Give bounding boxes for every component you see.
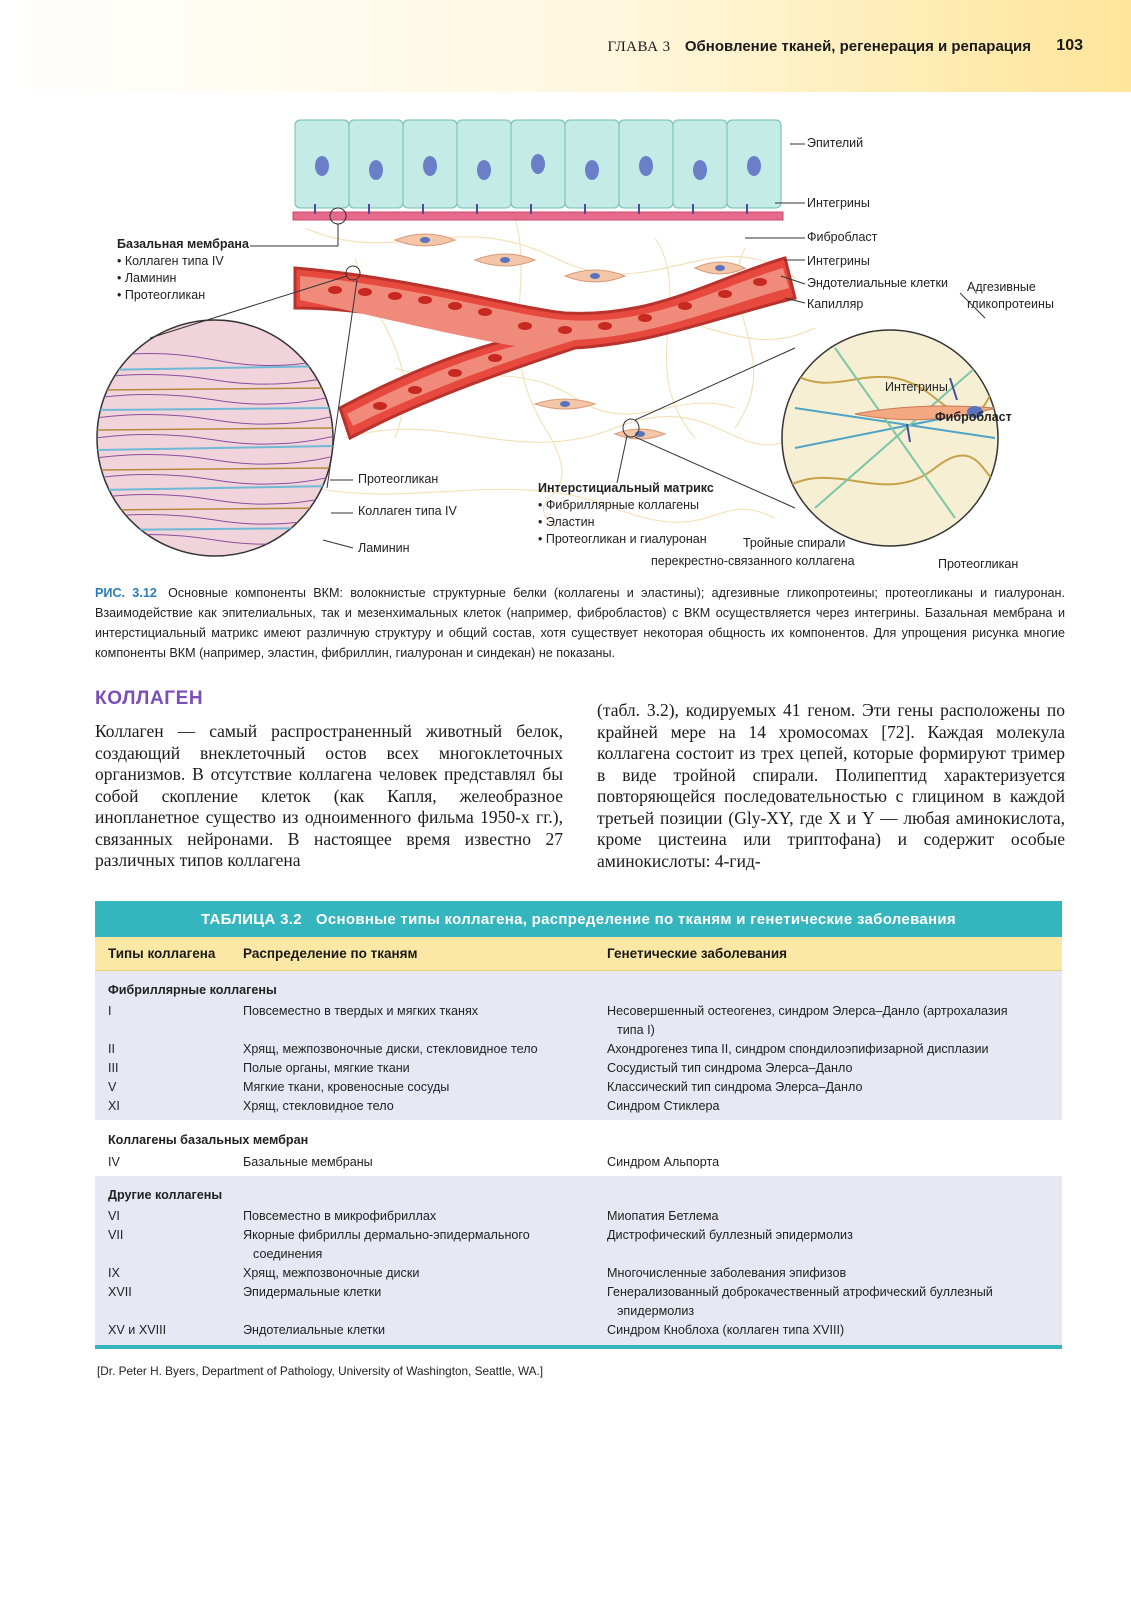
group-name: Фибриллярные коллагены <box>108 983 277 997</box>
cell-distribution-line: соединения <box>253 1247 323 1261</box>
table-group-basement <box>95 1120 1062 1176</box>
cell-distribution-line: Якорные фибриллы дермально-эпидермального <box>243 1228 530 1242</box>
cell-disease-line: типа I) <box>617 1023 655 1037</box>
table-row <box>95 1153 1062 1172</box>
label-fibroblast: Фибробласт <box>807 230 878 244</box>
cell-distribution: Повсеместно в микрофибриллах <box>243 1209 437 1223</box>
label-integrins-top: Интегрины <box>807 196 870 210</box>
table-title-bar <box>95 901 1062 937</box>
cell-type: XV и XVIII <box>108 1323 167 1337</box>
interstitial-legend <box>538 480 714 548</box>
label-proteoglycan-right: Протеогликан <box>938 557 1019 571</box>
basement-membrane-legend <box>117 236 249 304</box>
cell-distribution: Хрящ, межпозвоночные диски <box>243 1266 420 1280</box>
label-laminin-left: Ламинин <box>358 541 410 555</box>
col-header-type: Типы коллагена <box>108 946 216 961</box>
cell-distribution: Эпидермальные клетки <box>243 1285 382 1299</box>
table-title: Основные типы коллагена, распределение по тканям и генетические заболевания <box>315 910 956 928</box>
cell-disease: Сосудистый тип синдрома Элерса–Данло <box>607 1061 853 1075</box>
epithelium-cells <box>295 120 781 208</box>
cell-type: IX <box>108 1266 120 1280</box>
page-header <box>0 0 1131 92</box>
cell-type: I <box>108 1004 112 1018</box>
body-column-left: Коллаген — самый распространенный животный белок, создающий внеклеточный остов всех многоклеточных организмов. В отсутствие коллагена человек представлял бы собой скопление клеток (как Капля, желеобразное инопланетное существо из одноименного фильма 1950-х гг.), связанных нейронами. В настоящее время известно 27 различных типов коллагена <box>95 721 563 870</box>
table-row <box>95 1078 1062 1097</box>
cell-disease: Многочисленные заболевания эпифизов <box>607 1266 847 1280</box>
interstitial-item: • Эластин <box>538 515 595 529</box>
chapter-label: ГЛАВА 3 <box>607 39 671 55</box>
group-name: Коллагены базальных мембран <box>108 1133 309 1147</box>
cell-distribution: Повсеместно в твердых и мягких тканях <box>243 1004 479 1018</box>
basement-membrane-heading: Базальная мембрана <box>117 237 249 251</box>
basement-item: • Ламинин <box>117 271 177 285</box>
cell-type: VII <box>108 1228 124 1242</box>
section-heading: КОЛЛАГЕН <box>95 688 204 709</box>
ecm-figure <box>95 108 1065 578</box>
table-group-fibrillar <box>95 971 1062 1120</box>
cell-type: XVII <box>108 1285 132 1299</box>
table-row <box>95 1321 1062 1340</box>
label-proteoglycan-left: Протеогликан <box>358 472 439 486</box>
running-head <box>607 38 1031 56</box>
cell-distribution: Хрящ, межпозвоночные диски, стекловидное тело <box>243 1042 538 1056</box>
table-row <box>95 1264 1062 1283</box>
chapter-title: Обновление тканей, регенерация и репарация <box>684 38 1031 55</box>
table-row <box>95 1097 1062 1116</box>
cell-disease: Синдром Стиклера <box>607 1099 720 1113</box>
basement-item: • Протеогликан <box>117 288 206 302</box>
cell-type: IV <box>108 1155 120 1169</box>
cell-disease: Ахондрогенез типа II, синдром спондилоэпифизарной дисплазии <box>607 1042 989 1056</box>
cell-distribution: Базальные мембраны <box>243 1155 373 1169</box>
cell-disease: Синдром Альпорта <box>607 1155 720 1169</box>
basement-membrane-inset <box>95 320 335 556</box>
label-triple-1: Тройные спирали <box>743 536 846 550</box>
cell-type: II <box>108 1042 115 1056</box>
table-group-other <box>95 1176 1062 1345</box>
cell-disease: Синдром Кноблоха (коллаген типа XVIII) <box>607 1323 845 1337</box>
cell-distribution: Хрящ, стекловидное тело <box>243 1099 394 1113</box>
table-row <box>95 1226 1062 1264</box>
table-number: ТАБЛИЦА 3.2 <box>201 910 302 928</box>
table-header-row <box>95 937 1062 971</box>
cell-distribution: Мягкие ткани, кровеносные сосуды <box>243 1080 450 1094</box>
cell-type: V <box>108 1080 117 1094</box>
cell-distribution: Полые органы, мягкие ткани <box>243 1061 410 1075</box>
label-inset-integrins: Интегрины <box>885 380 948 394</box>
figure-caption <box>95 583 1065 663</box>
label-adhesive-2: гликопротеины <box>967 297 1054 311</box>
cell-type: VI <box>108 1209 120 1223</box>
label-adhesive-1: Адгезивные <box>967 280 1036 294</box>
cell-disease-line: Генерализованный доброкачественный атрофический буллезный <box>607 1285 993 1299</box>
label-collagen-iv-left: Коллаген типа IV <box>358 504 457 518</box>
collagen-table <box>95 901 1062 1349</box>
table-row <box>95 1059 1062 1078</box>
table-row <box>95 1283 1062 1321</box>
label-inset-fibroblast: Фибробласт <box>935 410 1012 424</box>
cell-distribution <box>243 1226 583 1264</box>
table-row <box>95 1207 1062 1226</box>
cell-disease: Классический тип синдрома Элерса–Данло <box>607 1080 863 1094</box>
cell-type: III <box>108 1061 119 1075</box>
label-integrins-capillary: Интегрины <box>807 254 870 268</box>
basement-membrane-band <box>293 212 783 220</box>
label-triple-2: перекрестно-связанного коллагена <box>651 554 855 568</box>
cell-disease <box>607 1283 1047 1321</box>
group-name: Другие коллагены <box>108 1188 223 1202</box>
label-endothelial: Эндотелиальные клетки <box>807 276 948 290</box>
col-header-distribution: Распределение по тканям <box>243 946 418 961</box>
body-column-right: (табл. 3.2), кодируемых 41 геном. Эти гены расположены по крайней мере на 14 хромосомах [72]. Каждая молекула коллагена состоит из трех цепей, которые формируют тример в виде тройной спирали. Полипептид характеризуется повторяющейся последовательностью с глицином в каждой третьей позиции (Gly-XY, где X и Y — любая аминокислота, кроме цистеина или триптофана) и содержит особые аминокислоты: 4-гид- <box>597 700 1065 871</box>
interstitial-item: • Фибриллярные коллагены <box>538 498 699 512</box>
cell-distribution: Эндотелиальные клетки <box>243 1323 385 1337</box>
capillary <box>295 258 795 438</box>
col-header-disease: Генетические заболевания <box>607 946 788 961</box>
page-number: 103 <box>1056 37 1083 54</box>
table-row <box>95 1040 1062 1059</box>
cell-disease: Миопатия Бетлема <box>607 1209 719 1223</box>
label-capillary: Капилляр <box>807 297 864 311</box>
label-epithelium: Эпителий <box>807 136 864 150</box>
caption-text: Основные компоненты ВКМ: волокнистые структурные белки (коллагены и эластины); адгезивные гликопротеины; протеогликаны и гиалуронан. Взаимодействие как эпителиальных, так и мезенхимальных клеток (например, фибробластов) с ВКМ осуществляется через интегрины. Базальная мембрана и интерстициальный матрикс имеют различную структуру и общий состав, хотя существует некоторая общность их компонентов. Для упрощения рисунка многие компоненты ВКМ (например, эластин, фибриллин, гиалуронан и синдекан) не показаны. <box>95 586 1065 660</box>
cell-disease-line: Несовершенный остеогенез, синдром Элерса–Данло (артрохалазия <box>607 1004 1008 1018</box>
interstitial-matrix-inset <box>782 330 1005 546</box>
basement-item: • Коллаген типа IV <box>117 254 224 268</box>
interstitial-item: • Протеогликан и гиалуронан <box>538 532 707 546</box>
table-row <box>95 1002 1062 1040</box>
table-bottom-rule <box>95 1345 1062 1349</box>
cell-disease-line: эпидермолиз <box>617 1304 695 1318</box>
interstitial-heading: Интерстициальный матрикс <box>538 481 714 495</box>
cell-type: XI <box>108 1099 120 1113</box>
figure-id: РИС. 3.12 <box>95 586 157 600</box>
cell-disease <box>607 1002 1047 1040</box>
cell-disease: Дистрофический буллезный эпидермолиз <box>607 1228 853 1242</box>
table-source: [Dr. Peter H. Byers, Department of Pathology, University of Washington, Seattle, WA.] <box>97 1364 544 1378</box>
